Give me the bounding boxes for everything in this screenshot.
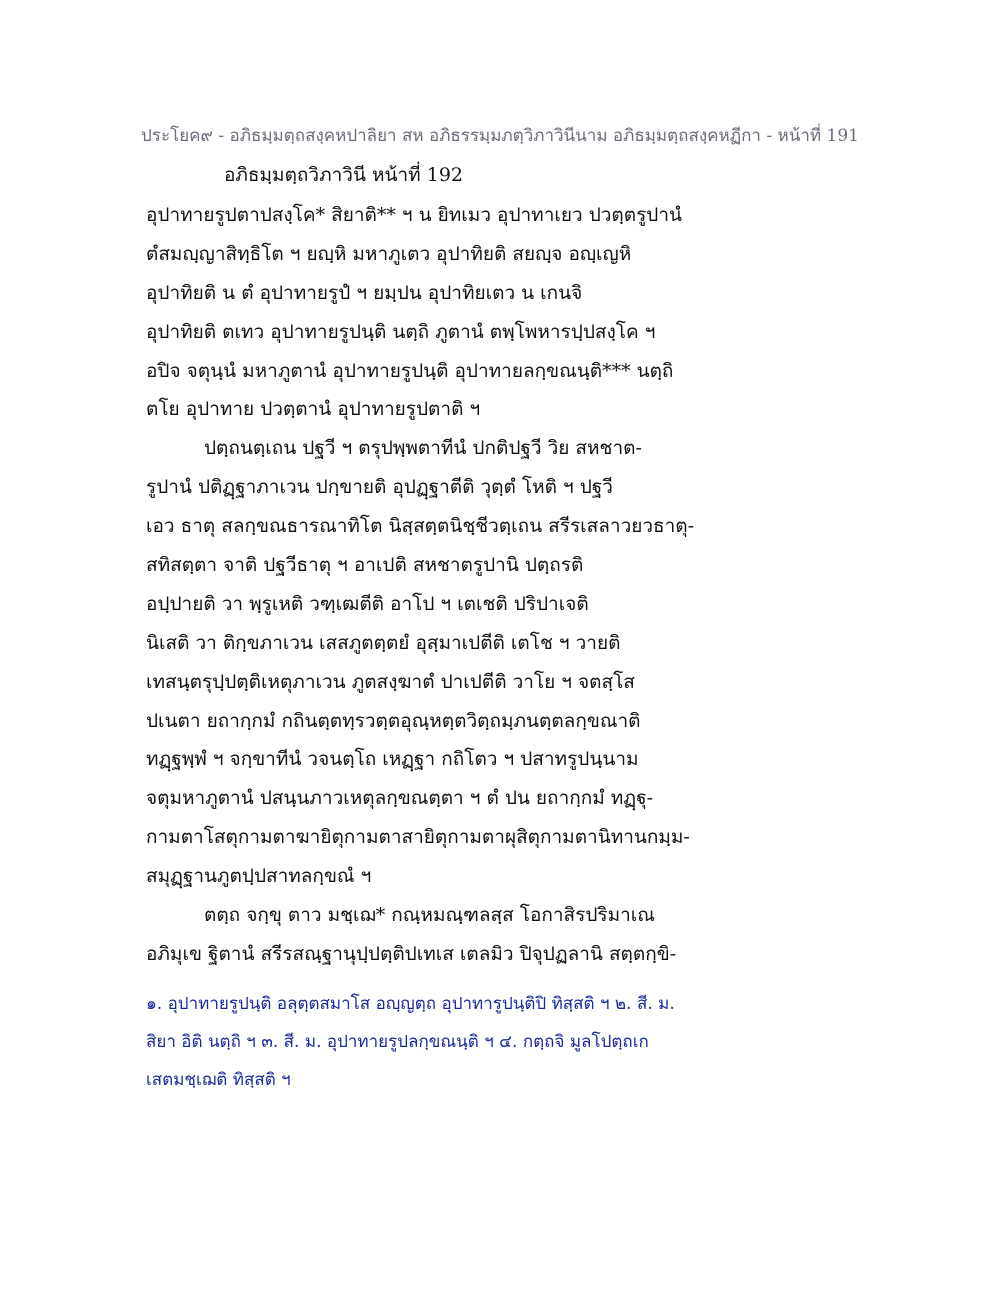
text-line: ทฏฺฐพฺพํ ฯ จกฺขาทีนํ วจนตฺโถ เหฏฺฐา กถิโตว ฯ ปสาทรูปนฺนาม: [146, 748, 639, 771]
text-line: สมุฏฺฐานภูตปฺปสาทลกฺขณํ ฯ: [146, 865, 372, 888]
text-line: เอว ธาตุ สลกฺขณธารณาทิโต นิสฺสตฺตนิชฺชีวตฺเถน สรีรเสลาวยวธาตุ-: [146, 515, 695, 538]
text-line: รูปานํ ปติฏฺฐาภาเวน ปกฺขายติ อุปฏฺฐาตีติ วุตฺตํ โหติ ฯ ปฐวี: [146, 476, 613, 499]
body-text: [146, 200, 866, 978]
text-line: อุปาทายรูปตาปสงฺโค* สิยาติ** ฯ น ยิทเมว อุปาทาเยว ปวตฺตรูปานํ: [146, 204, 683, 226]
text-line: สทิสตฺตา จาติ ปฐวีธาตุ ฯ อาเปติ สหชาตรูปานิ ปตฺถรติ: [146, 554, 584, 577]
text-line: ตโย อุปาทาย ปวตฺตานํ อุปาทายรูปตาติ ฯ: [146, 398, 481, 421]
footnote-line: เสตมชฺเฌติ ทิสฺสติ ฯ: [146, 1070, 291, 1090]
text-line: นิเสติ วา ติกฺขภาเวน เสสภูตตฺตยํ อุสฺมาเปตีติ เตโช ฯ วายติ: [146, 631, 621, 654]
text-line: เทสนฺตรุปฺปตฺติเหตุภาเวน ภูตสงฺฆาตํ ปาเปตีติ วาโย ฯ จตสฺโส: [146, 670, 635, 693]
text-line: อปฺปายติ วา พฺรูเหติ วฑฺเฒตีติ อาโป ฯ เตเชติ ปริปาเจติ: [146, 592, 589, 615]
page-title: อภิธมฺมตฺถวิภาวินี หน้าที่ 192: [224, 164, 463, 186]
footnote-line: สิยา อิติ นตฺถิ ฯ ๓. สี. ม. อุปาทายรูปลกฺขณนฺติ ฯ ๔. กตฺถจิ มูลโปตฺถเก: [146, 1032, 649, 1052]
text-line: ตตฺถ จกฺขุ ตาว มชฺเฌ* กณฺหมณฺฑลสฺส โอกาสิรปริมาเณ: [204, 904, 655, 927]
text-line: อภิมุเข ฐิตานํ สรีรสณฺฐานุปฺปตฺติปเทเส เตลมิว ปิจุปฏลานิ สตฺตกฺขิ-: [146, 942, 677, 965]
text-line: อุปาทิยติ น ตํ อุปาทายรูปํ ฯ ยมฺปน อุปาทิยเตว น เกนจิ: [146, 281, 583, 304]
footnotes: [146, 990, 866, 1104]
text-line: กามตาโสตุกามตาฆายิตุกามตาสายิตุกามตาผุสิตุกามตานิทานกมฺม-: [146, 826, 690, 849]
text-line: อุปาทิยติ ตเทว อุปาทายรูปนฺติ นตฺถิ ภูตานํ ตพฺโพหารปฺปสงฺโค ฯ: [146, 320, 656, 343]
running-header: ประโยค๙ - อภิธมฺมตฺถสงฺคหปาลิยา สห อภิธรรมฺมภตฺวิภาวินีนาม อภิธมฺมตฺถสงฺคหฏีกา - หน้าที่ 191: [141, 126, 859, 146]
text-line: อปิจ จตุนฺนํ มหาภูตานํ อุปาทายรูปนฺติ อุปาทายลกฺขณนฺติ*** นตฺถิ: [146, 359, 674, 382]
text-line: จตุมหาภูตานํ ปสนฺนภาวเหตุลกฺขณตฺตา ฯ ตํ ปน ยถากฺกมํ ทฏฺฐุ-: [146, 787, 653, 810]
text-line: ตํสมญฺญาสิทฺธิโต ฯ ยญฺหิ มหาภูเตว อุปาทิยติ สยญฺจ อญฺเญหิ: [146, 242, 632, 265]
text-line: ปตฺถนตฺเถน ปฐวี ฯ ตรุปพฺพตาทีนํ ปกติปฐวี วิย สหชาต-: [204, 437, 642, 460]
text-line: ปเนตา ยถากฺกมํ กถินตฺตทฺรวตฺตอุณฺหตฺตวิตฺถมฺภนตฺตลกฺขณาติ: [146, 709, 641, 732]
footnote-line: ๑. อุปาทายรูปนฺติ อลุตฺตสมาโส อญฺญตฺถ อุปาทารูปนฺติปิ ทิสฺสติ ฯ ๒. สี. ม.: [146, 994, 675, 1014]
